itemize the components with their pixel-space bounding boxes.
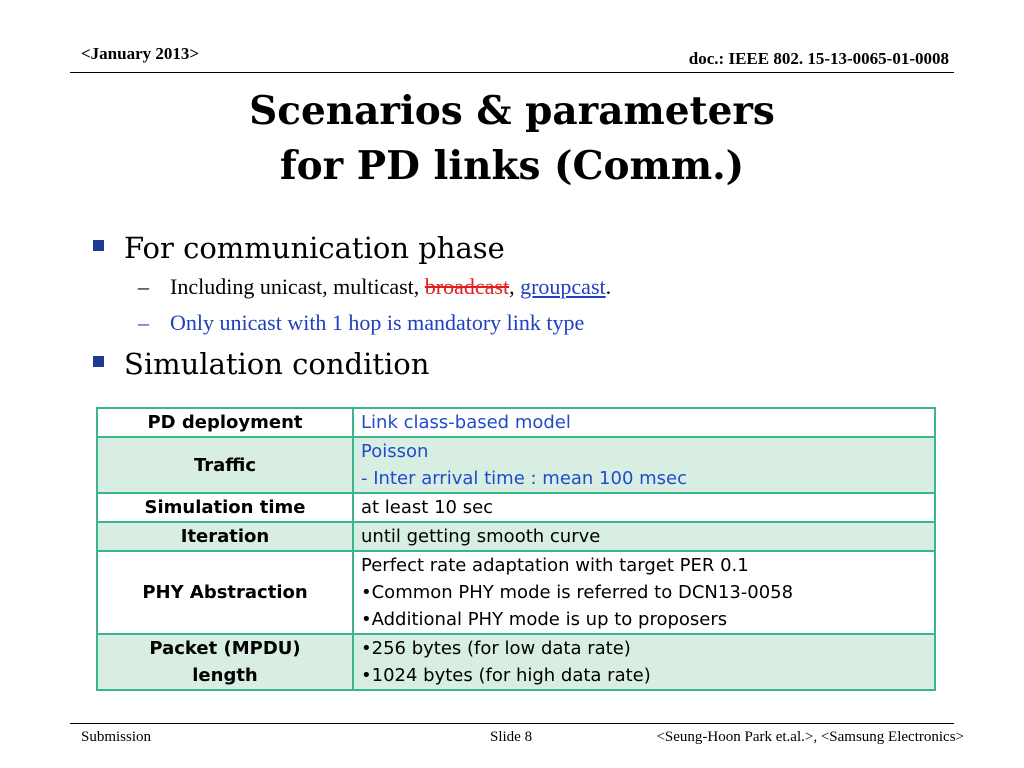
footer-authors: <Seung-Hoon Park et.al.>, <Samsung Electronics> xyxy=(656,729,964,745)
sub-bullet-end: . xyxy=(605,274,612,299)
sub-bullet-mandatory xyxy=(90,308,950,344)
table-row xyxy=(97,522,935,551)
square-bullet-icon xyxy=(93,356,104,367)
footer-divider xyxy=(70,723,954,724)
table-row xyxy=(97,493,935,522)
sub-bullet-link-types xyxy=(90,272,950,308)
groupcast-link[interactable]: groupcast xyxy=(520,274,606,299)
table-row xyxy=(97,634,935,690)
bullet-simulation-condition xyxy=(90,344,950,388)
param-value: Link class-based model xyxy=(353,408,935,437)
param-name: Traffic xyxy=(97,437,353,493)
sub-bullet-separator: , xyxy=(509,274,521,299)
bullet-communication-phase xyxy=(90,228,950,272)
struck-broadcast: broadcast xyxy=(424,274,510,299)
param-name: PHY Abstraction xyxy=(97,551,353,634)
simulation-table xyxy=(96,407,936,691)
param-value: •256 bytes (for low data rate) •1024 bytes (for high data rate) xyxy=(353,634,935,690)
bullet-list xyxy=(90,228,950,388)
param-value: Poisson - Inter arrival time : mean 100 msec xyxy=(353,437,935,493)
param-value: at least 10 sec xyxy=(353,493,935,522)
dash-bullet-icon: – xyxy=(138,274,149,299)
square-bullet-icon xyxy=(93,240,104,251)
param-name: Simulation time xyxy=(97,493,353,522)
param-name: PD deployment xyxy=(97,408,353,437)
bullet-text: Simulation condition xyxy=(124,347,430,381)
title-line-1: Scenarios & parameters xyxy=(249,88,775,134)
footer-slide-number: Slide 8 xyxy=(490,729,533,745)
slide-title xyxy=(0,84,1024,194)
table-row xyxy=(97,551,935,634)
param-name: Iteration xyxy=(97,522,353,551)
sub-bullet-prefix: Including unicast, multicast, xyxy=(170,274,425,299)
title-line-2: for PD links (Comm.) xyxy=(279,143,745,189)
header-doc-id: doc.: IEEE 802. 15-13-0065-01-0008 xyxy=(688,49,949,68)
param-name: Packet (MPDU) length xyxy=(97,634,353,690)
dash-bullet-icon: – xyxy=(138,310,149,335)
table-row xyxy=(97,408,935,437)
sub-bullet-text: Only unicast with 1 hop is mandatory link type xyxy=(170,310,585,335)
footer-submission: Submission xyxy=(81,729,152,745)
bullet-text: For communication phase xyxy=(124,231,505,265)
param-value: Perfect rate adaptation with target PER 0.1 •Common PHY mode is referred to DCN13-0058 •Additional PHY mode is up to proposers xyxy=(353,551,935,634)
header-divider xyxy=(70,72,954,73)
param-value: until getting smooth curve xyxy=(353,522,935,551)
header-date: <January 2013> xyxy=(81,44,200,63)
table-row xyxy=(97,437,935,493)
